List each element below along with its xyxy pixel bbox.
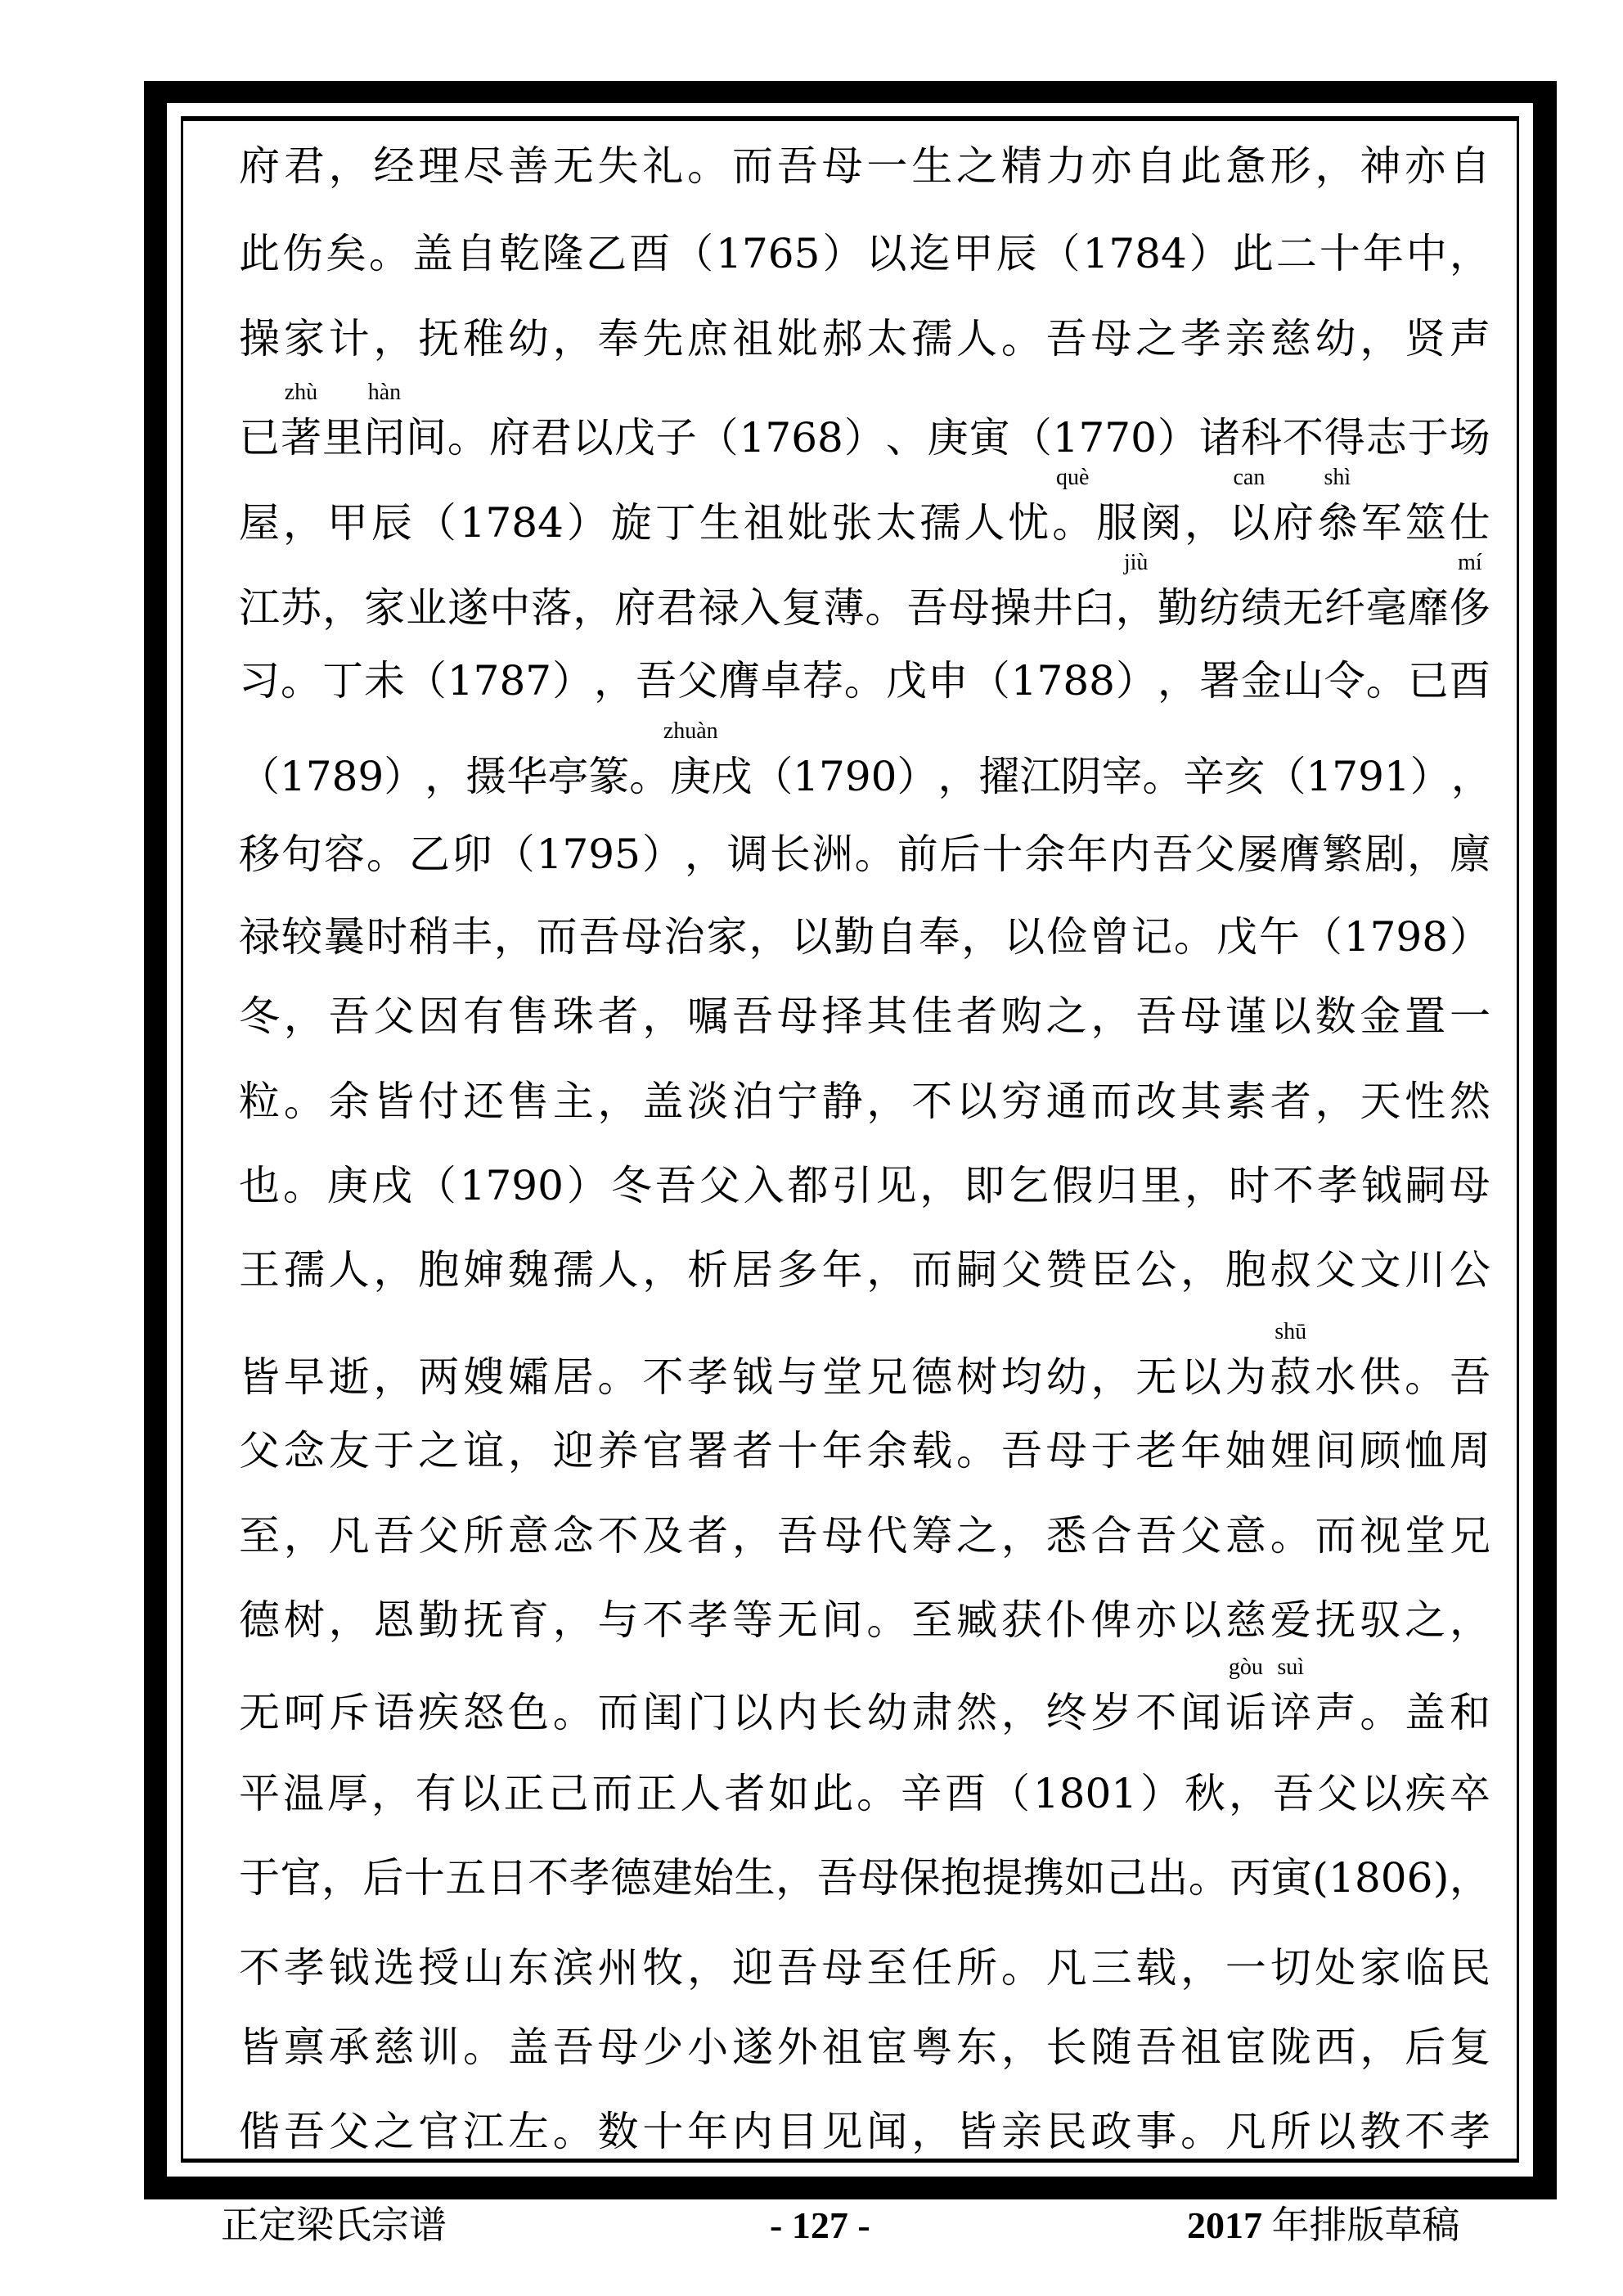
footer-book-title: 正定梁氏宗谱: [221, 2204, 447, 2246]
text-line: 已 著 zhù 里 闬 hàn 间 。 府 君 以 戊 子 （ 1768 ） 、 庚 寅 （ 1770 ） 诸 科 不 得 志 于 场: [239, 380, 1490, 461]
text-line: 府 君 ， 经 理 尽 善 无 失 礼 。 而 吾 母 一 生 之 精 力 亦 自 此 惫 形 ， 神 亦 自: [239, 142, 1490, 190]
annotated-character: 庚 zhuàn: [663, 718, 718, 800]
text-line: 也 。 庚 戌 （ 1790 ） 冬 吾 父 入 都 引 见 ， 即 乞 假 归 里 ， 时 不 孝 钺 嗣 母: [239, 1162, 1490, 1209]
pinyin-annotation: zhuàn: [663, 718, 718, 744]
text-line: 冬 ， 吾 父 因 有 售 珠 者 ， 嘱 吾 母 择 其 佳 者 购 之 ， 吾 母 谨 以 数 金 置 一: [239, 993, 1490, 1040]
footer-page-number: - 127 -: [770, 2204, 870, 2246]
pinyin-annotation: shū: [1275, 1319, 1307, 1344]
pinyin-annotation: hàn: [367, 380, 402, 405]
text-line: 不 孝 钺 选 授 山 东 滨 州 牧 ， 迎 吾 母 至 任 所 。 凡 三 载 ， 一 切 处 家 临 民: [239, 1944, 1490, 1992]
pinyin-annotation: shì: [1324, 465, 1351, 490]
pinyin-annotation: què: [1055, 465, 1090, 490]
annotated-character: 菽 shū: [1270, 1319, 1311, 1401]
text-line: 屋 ， 甲 辰 （ 1784 ） 旋 丁 生 祖 妣 张 太 孺 人 忧 。 què 服 阕 ， 以 can 府 叅 shì 军 筮 仕: [239, 465, 1490, 547]
text-line: 王 孺 人 ， 胞 婶 魏 孺 人 ， 析 居 多 年 ， 而 嗣 父 赞 臣 公 ， 胞 叔 父 文 川 公: [239, 1246, 1490, 1294]
text-line: 偕 吾 父 之 官 江 左 。 数 十 年 内 目 见 闻 ， 皆 亲 民 政 事 。 凡 所 以 教 不 孝: [239, 2108, 1490, 2155]
text-line: 德 树 ， 恩 勤 抚 育 ， 与 不 孝 等 无 间 。 至 臧 获 仆 俾 亦 以 慈 爱 抚 驭 之 ，: [239, 1596, 1490, 1644]
annotated-character: 叅 shì: [1316, 465, 1358, 547]
text-line: （ 1789 ） ， 摄 华 亭 篆 。 庚 zhuàn 戌 （ 1790 ） ， 擢 江 阴 宰 。 辛 亥 （ 1791 ） ，: [239, 718, 1492, 800]
annotated-character: 诟 gòu: [1225, 1654, 1266, 1736]
text-line: 习 。 丁 未 （ 1787 ） ， 吾 父 膺 卓 荐 。 戊 申 （ 1788 ） ， 署 金 山 令 。 已 酉: [239, 657, 1490, 705]
text-line: 父 念 友 于 之 谊 ， 迎 养 官 署 者 十 年 余 载 。 吾 母 于 老 年 妯 娌 间 顾 恤 周: [239, 1427, 1490, 1474]
text-line: 皆 早 逝 ， 两 嫂 孀 居 。 不 孝 钺 与 堂 兄 德 树 均 幼 ， 无 以 为 菽 shū 水 供 。 吾: [239, 1319, 1490, 1401]
text-line: 至 ， 凡 吾 父 所 意 念 不 及 者 ， 吾 母 代 筹 之 ， 悉 合 吾 父 意 。 而 视 堂 兄: [239, 1512, 1490, 1560]
pinyin-annotation: can: [1233, 465, 1266, 490]
text-line: 粒 。 余 皆 付 还 售 主 ， 盖 淡 泊 宁 静 ， 不 以 穷 通 而 改 其 素 者 ， 天 性 然: [239, 1078, 1490, 1125]
text-line: 此 伤 矣 。 盖 自 乾 隆 乙 酉 （ 1765 ） 以 迄 甲 辰 （ 1784 ） 此 二 十 年 中 ，: [239, 230, 1490, 277]
annotated-character: ， jiù: [1115, 550, 1157, 632]
text-line: 移 句 容 。 乙 卯 （ 1795 ） ， 调 长 洲 。 前 后 十 余 年 内 吾 父 屡 膺 繁 剧 ， 廪: [239, 831, 1490, 878]
text-line: 操 家 计 ， 抚 稚 幼 ， 奉 先 庶 祖 妣 郝 太 孺 人 。 吾 母 之 孝 亲 慈 幼 ， 贤 声: [239, 315, 1490, 362]
text-line: 皆 禀 承 慈 训 。 盖 吾 母 少 小 遂 外 祖 宦 粤 东 ， 长 随 吾 祖 宦 陇 西 ， 后 复: [239, 2024, 1490, 2071]
annotated-character: 著 zhù: [280, 380, 321, 461]
pinyin-annotation: jiù: [1123, 550, 1149, 575]
text-line: 平 温 厚 ， 有 以 正 己 而 正 人 者 如 此 。 辛 酉 （ 1801 ） 秋 ， 吾 父 以 疾 卒: [239, 1770, 1490, 1817]
text-line: 禄 较 曩 时 稍 丰 ， 而 吾 母 治 家 ， 以 勤 自 奉 ， 以 俭 曾 记 。 戊 午 （ 1798 ）: [239, 913, 1490, 961]
footer-draft-note: [1187, 2201, 1460, 2250]
text-line: 于 官 ， 后 十 五 日 不 孝 德 建 始 生 ， 吾 母 保 抱 提 携 如 己 出 。 丙 寅 ( 1806 ) ，: [239, 1854, 1490, 1902]
annotated-character: 。 què: [1052, 465, 1094, 547]
pinyin-annotation: gòu: [1228, 1654, 1263, 1680]
footer-draft-label: 年排版草稿: [1262, 2204, 1460, 2246]
text-line: 无 呵 斥 语 疾 怒 色 。 而 闺 门 以 内 长 幼 肃 然 ， 终 岁 不 闻 诟 gòu 谇 suì 声 。 盖 和: [239, 1654, 1490, 1736]
annotated-character: 侈 mí: [1449, 550, 1490, 632]
pinyin-annotation: zhù: [284, 380, 318, 405]
pinyin-annotation: mí: [1458, 550, 1482, 575]
annotated-character: 闬 hàn: [363, 380, 405, 461]
footer-year: 2017: [1187, 2204, 1262, 2246]
text-line: 江 苏 ， 家 业 遂 中 落 ， 府 君 禄 入 复 薄 。 吾 母 操 井 臼 ， jiù 勤 纺 绩 无 纤 毫 靡 侈 mí: [239, 550, 1490, 632]
annotated-character: 谇 suì: [1270, 1654, 1311, 1736]
pinyin-annotation: suì: [1277, 1654, 1305, 1680]
annotated-character: 以 can: [1228, 465, 1270, 547]
